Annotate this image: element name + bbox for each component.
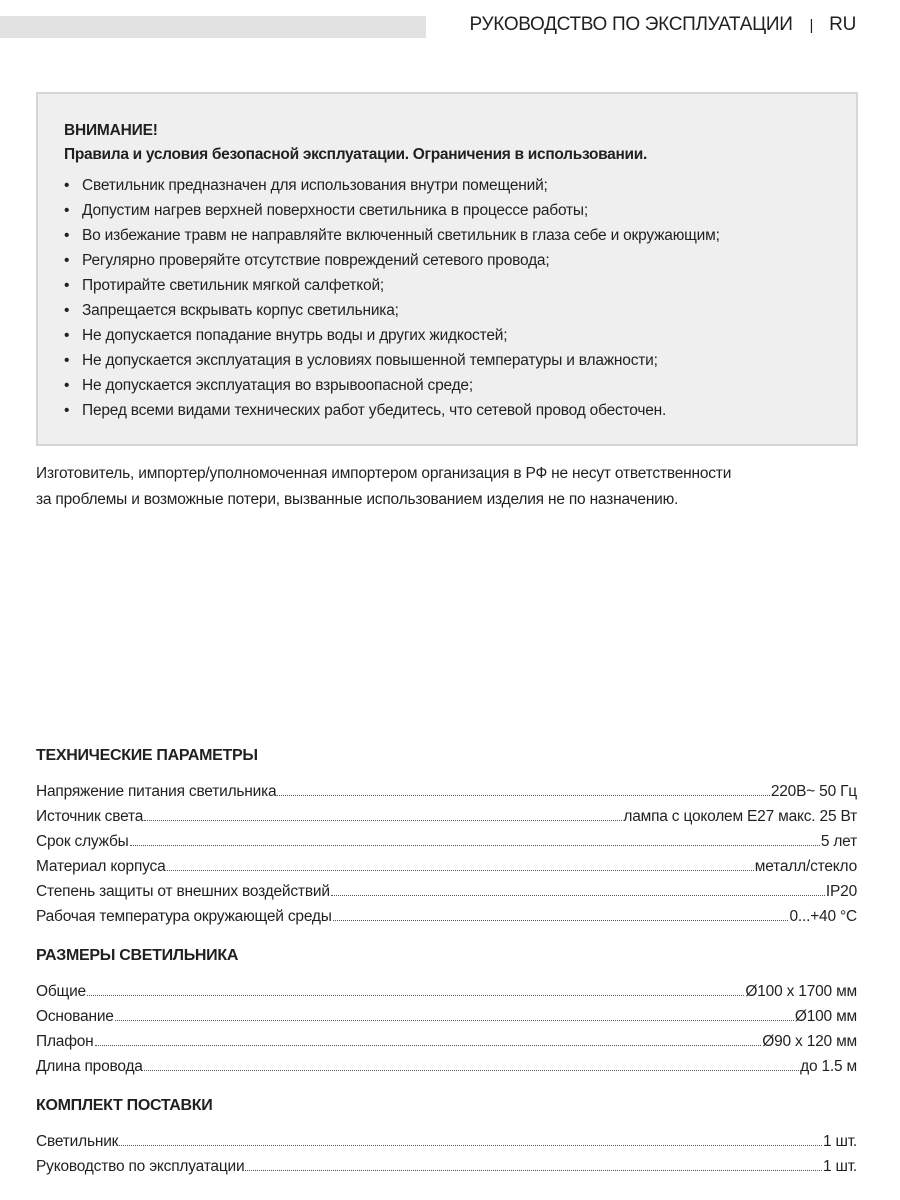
spec-label: Длина провода [36, 1058, 143, 1075]
disclaimer-line: Изготовитель, импортер/уполномоченная импортером организация в РФ не несут ответственности [36, 465, 732, 482]
document-title: РУКОВОДСТВО ПО ЭКСПЛУАТАЦИИ [469, 14, 793, 35]
spec-row [36, 1154, 857, 1179]
spec-row [36, 854, 857, 879]
dot-leader [331, 895, 825, 896]
spec-row [36, 904, 857, 929]
warning-title: ВНИМАНИЕ! [64, 122, 158, 139]
warning-item: • Запрещается вскрывать корпус светильника; [64, 298, 830, 323]
spec-label: Руководство по эксплуатации [36, 1158, 245, 1175]
spec-row [36, 879, 857, 904]
bullet-icon: • [64, 352, 70, 369]
warning-subtitle: Правила и условия безопасной эксплуатации. Ограничения в использовании. [64, 146, 648, 163]
spec-value: 1 шт. [822, 1158, 857, 1175]
language-label: RU [829, 14, 856, 35]
spec-label: Светильник [36, 1133, 119, 1150]
bullet-icon: • [64, 402, 70, 419]
spec-label: Плафон [36, 1033, 94, 1050]
spec-row [36, 1004, 857, 1029]
bullet-icon: • [64, 177, 70, 194]
warning-item: • Во избежание травм не направляйте включенный светильник в глаза себе и окружающим; [64, 223, 830, 248]
spec-value: Ø100 мм [794, 1008, 857, 1025]
dot-leader [95, 1045, 762, 1046]
liability-disclaimer [36, 461, 866, 513]
dot-leader [333, 920, 789, 921]
spec-value: до 1.5 м [800, 1058, 857, 1075]
bullet-icon: • [64, 202, 70, 219]
warning-item: • Не допускается эксплуатация в условиях повышенной температуры и влажности; [64, 348, 830, 373]
section-title: РАЗМЕРЫ СВЕТИЛЬНИКА [36, 947, 239, 964]
spec-value: Ø90 х 120 мм [762, 1033, 857, 1050]
page-header [470, 14, 856, 36]
spec-row [36, 804, 857, 829]
spec-value: 1 шт. [822, 1133, 857, 1150]
warning-item: • Регулярно проверяйте отсутствие повреждений сетевого провода; [64, 248, 830, 273]
warning-item: • Не допускается эксплуатация во взрывоопасной среде; [64, 373, 830, 398]
bullet-icon: • [64, 277, 70, 294]
spec-label: Степень защиты от внешних воздействий [36, 883, 330, 900]
spec-label: Срок службы [36, 833, 129, 850]
section-title: КОМПЛЕКТ ПОСТАВКИ [36, 1097, 213, 1114]
spec-row [36, 829, 857, 854]
spec-label: Основание [36, 1008, 114, 1025]
spec-row [36, 1054, 857, 1079]
bullet-icon: • [64, 227, 70, 244]
header-separator: | [809, 16, 814, 34]
spec-value: Ø100 х 1700 мм [745, 983, 857, 1000]
dot-leader [144, 820, 622, 821]
warning-item: • Светильник предназначен для использования внутри помещений; [64, 173, 830, 198]
dot-leader [87, 995, 744, 996]
bullet-icon: • [64, 252, 70, 269]
warning-item: • Не допускается попадание внутрь воды и других жидкостей; [64, 323, 830, 348]
dot-leader [130, 845, 820, 846]
spec-value: металл/стекло [754, 858, 857, 875]
section-title: ТЕХНИЧЕСКИЕ ПАРАМЕТРЫ [36, 747, 258, 764]
header-decor-bar [0, 16, 426, 38]
spec-label: Общие [36, 983, 86, 1000]
spec-value: 220В~ 50 Гц [770, 783, 857, 800]
spec-label: Материал корпуса [36, 858, 166, 875]
package-contents-section [36, 1096, 857, 1179]
warning-item: • Перед всеми видами технических работ убедитесь, что сетевой провод обесточен. [64, 398, 830, 423]
disclaimer-line: за проблемы и возможные потери, вызванные использованием изделия не по назначению. [36, 491, 679, 508]
dot-leader [115, 1020, 794, 1021]
bullet-icon: • [64, 302, 70, 319]
technical-parameters-section [36, 746, 857, 929]
warning-list [64, 173, 830, 423]
dot-leader [245, 1170, 821, 1171]
spec-label: Напряжение питания светильника [36, 783, 277, 800]
spec-label: Рабочая температура окружающей среды [36, 908, 332, 925]
bullet-icon: • [64, 377, 70, 394]
warning-item: • Допустим нагрев верхней поверхности светильника в процессе работы; [64, 198, 830, 223]
dot-leader [119, 1145, 822, 1146]
dot-leader [144, 1070, 799, 1071]
spec-value: лампа с цоколем Е27 макс. 25 Вт [623, 808, 857, 825]
spec-row [36, 1029, 857, 1054]
bullet-icon: • [64, 327, 70, 344]
spec-label: Источник света [36, 808, 144, 825]
dot-leader [167, 870, 754, 871]
spec-value: 0...+40 °C [789, 908, 857, 925]
safety-warning-box [36, 92, 858, 446]
spec-row [36, 779, 857, 804]
spec-row [36, 979, 857, 1004]
spec-row [36, 1129, 857, 1154]
dimensions-section [36, 946, 857, 1079]
spec-value: 5 лет [820, 833, 857, 850]
spec-value: IP20 [825, 883, 857, 900]
dot-leader [277, 795, 769, 796]
warning-item: • Протирайте светильник мягкой салфеткой; [64, 273, 830, 298]
